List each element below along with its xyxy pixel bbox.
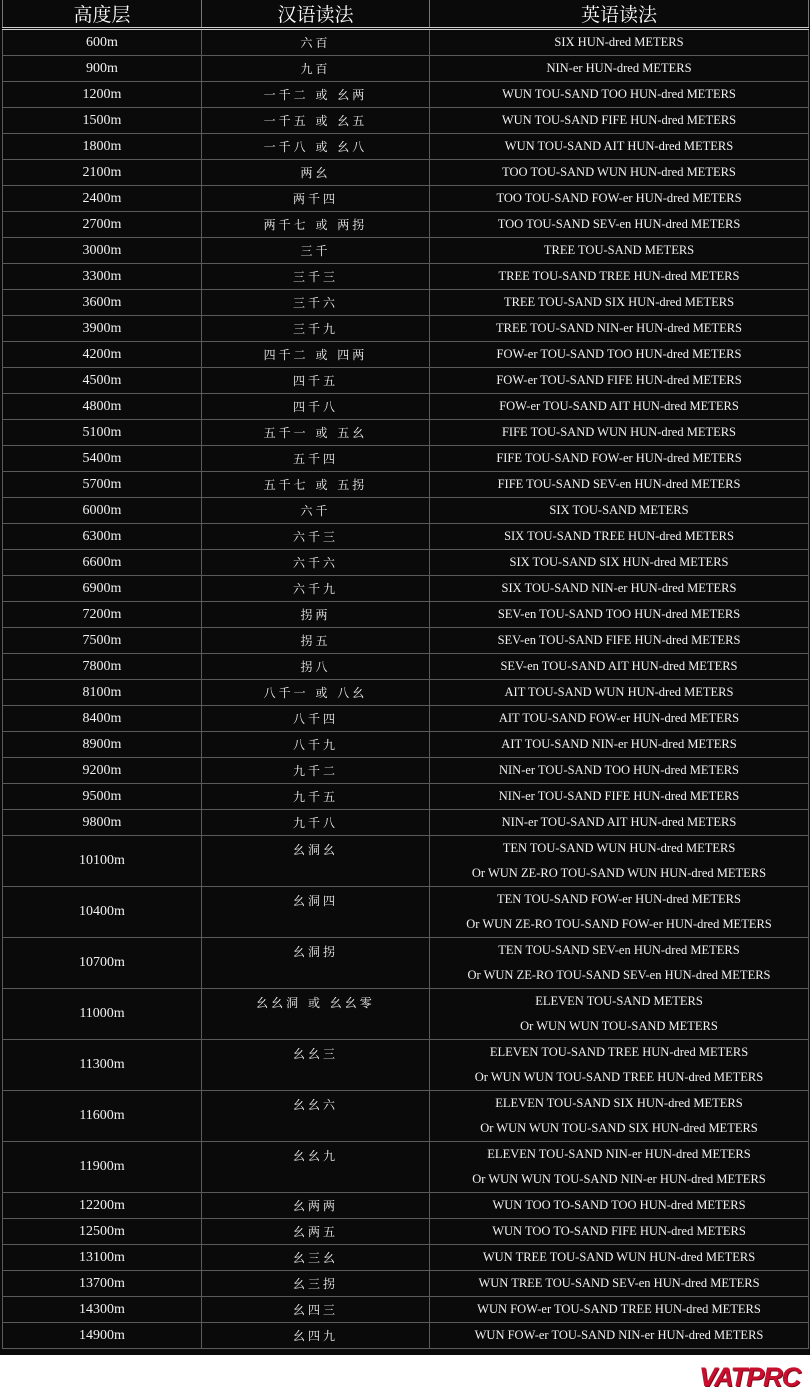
altitude-cell: 900m — [3, 56, 202, 82]
english-reading-line: TEN TOU-SAND FOW-er HUN-dred METERS — [497, 892, 741, 906]
table-row — [3, 602, 809, 628]
table-row — [3, 576, 809, 602]
english-reading-line: FIFE TOU-SAND FOW-er HUN-dred METERS — [496, 451, 742, 465]
chinese-reading-cell: 五千一 或 五幺 — [202, 420, 430, 446]
altitude-cell: 4800m — [3, 394, 202, 420]
altitude-cell: 13700m — [3, 1271, 202, 1297]
english-reading-line: SIX TOU-SAND TREE HUN-dred METERS — [504, 529, 734, 543]
english-reading-line: Or WUN ZE-RO TOU-SAND WUN HUN-dred METERS — [471, 866, 767, 880]
english-reading-cell — [430, 160, 809, 186]
english-reading-line: Or WUN WUN TOU-SAND SIX HUN-dred METERS — [480, 1121, 758, 1135]
english-reading-cell — [430, 1297, 809, 1323]
chinese-reading-cell: 幺幺九 — [202, 1142, 430, 1193]
table-row — [3, 654, 809, 680]
altitude-cell: 5100m — [3, 420, 202, 446]
chinese-reading-cell: 九千二 — [202, 758, 430, 784]
table-row — [3, 1193, 809, 1219]
english-reading-cell — [430, 732, 809, 758]
chinese-reading-cell: 八千四 — [202, 706, 430, 732]
table-row — [3, 784, 809, 810]
english-reading-cell — [430, 810, 809, 836]
altitude-cell: 5400m — [3, 446, 202, 472]
table-body — [3, 29, 809, 1349]
altitude-cell: 7200m — [3, 602, 202, 628]
english-reading-cell — [430, 1245, 809, 1271]
english-reading-line: FOW-er TOU-SAND AIT HUN-dred METERS — [499, 399, 739, 413]
english-reading-cell — [430, 82, 809, 108]
table-row — [3, 134, 809, 160]
altitude-cell: 8400m — [3, 706, 202, 732]
header-english-reading: 英语读法 — [430, 0, 809, 29]
english-reading-line: SEV-en TOU-SAND FIFE HUN-dred METERS — [497, 633, 741, 647]
chinese-reading-cell: 幺洞幺 — [202, 836, 430, 887]
chinese-reading-cell: 六千六 — [202, 550, 430, 576]
altitude-cell: 3300m — [3, 264, 202, 290]
english-reading-line: TEN TOU-SAND WUN HUN-dred METERS — [502, 841, 736, 855]
altitude-cell: 1800m — [3, 134, 202, 160]
english-reading-cell — [430, 836, 809, 887]
altitude-cell: 11600m — [3, 1091, 202, 1142]
header-altitude: 高度层 — [3, 0, 202, 29]
english-reading-line: SIX HUN-dred METERS — [554, 35, 684, 49]
altitude-cell: 6000m — [3, 498, 202, 524]
chinese-reading-cell: 八千一 或 八幺 — [202, 680, 430, 706]
table-row — [3, 1142, 809, 1193]
table-row — [3, 1245, 809, 1271]
english-reading-cell — [430, 472, 809, 498]
english-reading-cell — [430, 264, 809, 290]
chinese-reading-cell: 拐五 — [202, 628, 430, 654]
english-reading-line: ELEVEN TOU-SAND SIX HUN-dred METERS — [495, 1096, 743, 1110]
altitude-cell: 6300m — [3, 524, 202, 550]
chinese-reading-cell: 三千六 — [202, 290, 430, 316]
chinese-reading-cell: 幺两两 — [202, 1193, 430, 1219]
table-row — [3, 989, 809, 1040]
english-reading-line: FOW-er TOU-SAND FIFE HUN-dred METERS — [496, 373, 742, 387]
english-reading-cell — [430, 29, 809, 56]
table-row — [3, 680, 809, 706]
altitude-cell: 9500m — [3, 784, 202, 810]
english-reading-line: SIX TOU-SAND NIN-er HUN-dred METERS — [501, 581, 737, 595]
table-row — [3, 264, 809, 290]
altitude-cell: 6600m — [3, 550, 202, 576]
table-row — [3, 498, 809, 524]
chinese-reading-cell: 幺洞拐 — [202, 938, 430, 989]
vatprc-logo: VATPRC — [699, 1362, 800, 1392]
english-reading-cell — [430, 290, 809, 316]
table-row — [3, 887, 809, 938]
altitude-cell: 14900m — [3, 1323, 202, 1349]
table-row — [3, 446, 809, 472]
english-reading-line: TOO TOU-SAND FOW-er HUN-dred METERS — [496, 191, 742, 205]
header-row — [3, 0, 809, 29]
english-reading-line: NIN-er HUN-dred METERS — [546, 61, 692, 75]
english-reading-line: TREE TOU-SAND SIX HUN-dred METERS — [503, 295, 735, 309]
chinese-reading-cell: 幺洞四 — [202, 887, 430, 938]
altitude-cell: 10700m — [3, 938, 202, 989]
english-reading-line: ELEVEN TOU-SAND TREE HUN-dred METERS — [489, 1045, 749, 1059]
chinese-reading-cell: 两千七 或 两拐 — [202, 212, 430, 238]
english-reading-line: AIT TOU-SAND FOW-er HUN-dred METERS — [498, 711, 740, 725]
english-reading-cell — [430, 368, 809, 394]
chinese-reading-cell: 幺幺三 — [202, 1040, 430, 1091]
table-row — [3, 1297, 809, 1323]
chinese-reading-cell: 一千八 或 幺八 — [202, 134, 430, 160]
english-reading-line: SIX TOU-SAND SIX HUN-dred METERS — [509, 555, 729, 569]
altitude-cell: 5700m — [3, 472, 202, 498]
english-reading-cell — [430, 1040, 809, 1091]
chinese-reading-cell: 三千九 — [202, 316, 430, 342]
english-reading-cell — [430, 238, 809, 264]
altitude-cell: 2400m — [3, 186, 202, 212]
chinese-reading-cell: 幺三拐 — [202, 1271, 430, 1297]
chinese-reading-cell: 两幺 — [202, 160, 430, 186]
table-row — [3, 108, 809, 134]
english-reading-line: WUN TREE TOU-SAND SEV-en HUN-dred METERS — [478, 1276, 760, 1290]
table-row — [3, 212, 809, 238]
english-reading-cell — [430, 56, 809, 82]
chinese-reading-cell: 幺三幺 — [202, 1245, 430, 1271]
english-reading-line: SEV-en TOU-SAND AIT HUN-dred METERS — [500, 659, 738, 673]
altitude-cell: 4200m — [3, 342, 202, 368]
english-reading-cell — [430, 394, 809, 420]
altitude-cell: 12200m — [3, 1193, 202, 1219]
english-reading-cell — [430, 706, 809, 732]
english-reading-cell — [430, 212, 809, 238]
chinese-reading-cell: 幺幺六 — [202, 1091, 430, 1142]
english-reading-cell — [430, 342, 809, 368]
table-row — [3, 1271, 809, 1297]
english-reading-line: WUN TOU-SAND FIFE HUN-dred METERS — [501, 113, 737, 127]
chinese-reading-cell: 六千 — [202, 498, 430, 524]
english-reading-line: WUN TOU-SAND AIT HUN-dred METERS — [504, 139, 734, 153]
altitude-cell: 11000m — [3, 989, 202, 1040]
altitude-cell: 8900m — [3, 732, 202, 758]
english-reading-line: FOW-er TOU-SAND TOO HUN-dred METERS — [496, 347, 742, 361]
table-row — [3, 938, 809, 989]
english-reading-cell — [430, 654, 809, 680]
english-reading-line: WUN FOW-er TOU-SAND NIN-er HUN-dred METERS — [474, 1328, 764, 1342]
table-row — [3, 836, 809, 887]
english-reading-cell — [430, 524, 809, 550]
english-reading-line: SEV-en TOU-SAND TOO HUN-dred METERS — [497, 607, 741, 621]
english-reading-line: TEN TOU-SAND SEV-en HUN-dred METERS — [498, 943, 740, 957]
english-reading-cell — [430, 1142, 809, 1193]
table-row — [3, 1040, 809, 1091]
english-reading-line: TOO TOU-SAND SEV-en HUN-dred METERS — [497, 217, 741, 231]
english-reading-line: ELEVEN TOU-SAND METERS — [535, 994, 703, 1008]
english-reading-line: WUN TOO TO-SAND TOO HUN-dred METERS — [492, 1198, 746, 1212]
english-reading-cell — [430, 628, 809, 654]
altitude-cell: 600m — [3, 29, 202, 56]
english-reading-line: NIN-er TOU-SAND AIT HUN-dred METERS — [501, 815, 737, 829]
english-reading-cell — [430, 1193, 809, 1219]
english-reading-line: FIFE TOU-SAND WUN HUN-dred METERS — [501, 425, 737, 439]
chinese-reading-cell: 幺两五 — [202, 1219, 430, 1245]
table-row — [3, 810, 809, 836]
altitude-cell: 4500m — [3, 368, 202, 394]
altitude-cell: 10100m — [3, 836, 202, 887]
chinese-reading-cell: 拐两 — [202, 602, 430, 628]
chinese-reading-cell: 五千四 — [202, 446, 430, 472]
english-reading-cell — [430, 1323, 809, 1349]
altitude-cell: 9200m — [3, 758, 202, 784]
english-reading-cell — [430, 1219, 809, 1245]
header-chinese-reading: 汉语读法 — [202, 0, 430, 29]
table-row — [3, 368, 809, 394]
table-row — [3, 1091, 809, 1142]
chinese-reading-cell: 六百 — [202, 29, 430, 56]
english-reading-line: FIFE TOU-SAND SEV-en HUN-dred METERS — [497, 477, 741, 491]
english-reading-cell — [430, 989, 809, 1040]
table-row — [3, 342, 809, 368]
chinese-reading-cell: 幺四九 — [202, 1323, 430, 1349]
altitude-cell: 8100m — [3, 680, 202, 706]
altitude-cell: 6900m — [3, 576, 202, 602]
table-row — [3, 758, 809, 784]
altitude-readout-table — [2, 0, 809, 1349]
altitude-cell: 1500m — [3, 108, 202, 134]
table-row — [3, 29, 809, 56]
altitude-cell: 9800m — [3, 810, 202, 836]
english-reading-cell — [430, 108, 809, 134]
chinese-reading-cell: 五千七 或 五拐 — [202, 472, 430, 498]
altitude-cell: 12500m — [3, 1219, 202, 1245]
english-reading-line: TREE TOU-SAND METERS — [543, 243, 695, 257]
english-reading-cell — [430, 938, 809, 989]
chinese-reading-cell: 六千三 — [202, 524, 430, 550]
english-reading-line: Or WUN WUN TOU-SAND NIN-er HUN-dred METERS — [472, 1172, 766, 1186]
english-reading-line: WUN FOW-er TOU-SAND TREE HUN-dred METERS — [477, 1302, 761, 1316]
english-reading-line: TREE TOU-SAND NIN-er HUN-dred METERS — [495, 321, 743, 335]
altitude-cell: 7800m — [3, 654, 202, 680]
english-reading-line: WUN TREE TOU-SAND WUN HUN-dred METERS — [482, 1250, 756, 1264]
english-reading-cell — [430, 784, 809, 810]
english-reading-line: Or WUN WUN TOU-SAND TREE HUN-dred METERS — [474, 1070, 764, 1084]
table-row — [3, 394, 809, 420]
chinese-reading-cell: 九千五 — [202, 784, 430, 810]
chinese-reading-cell: 一千五 或 幺五 — [202, 108, 430, 134]
english-reading-cell — [430, 550, 809, 576]
chinese-reading-cell: 幺幺洞 或 幺幺零 — [202, 989, 430, 1040]
english-reading-cell — [430, 887, 809, 938]
chinese-reading-cell: 幺四三 — [202, 1297, 430, 1323]
english-reading-cell — [430, 576, 809, 602]
chinese-reading-cell: 九百 — [202, 56, 430, 82]
english-reading-line: ELEVEN TOU-SAND NIN-er HUN-dred METERS — [487, 1147, 751, 1161]
english-reading-line: AIT TOU-SAND WUN HUN-dred METERS — [504, 685, 734, 699]
altitude-cell: 10400m — [3, 887, 202, 938]
english-reading-cell — [430, 134, 809, 160]
table-row — [3, 472, 809, 498]
english-reading-cell — [430, 680, 809, 706]
chinese-reading-cell: 一千二 或 幺两 — [202, 82, 430, 108]
english-reading-cell — [430, 498, 809, 524]
english-reading-line: NIN-er TOU-SAND FIFE HUN-dred METERS — [498, 789, 740, 803]
table-row — [3, 186, 809, 212]
english-reading-cell — [430, 602, 809, 628]
english-reading-line: SIX TOU-SAND METERS — [549, 503, 689, 517]
english-reading-line: Or WUN ZE-RO TOU-SAND FOW-er HUN-dred METERS — [466, 917, 772, 931]
altitude-cell: 3900m — [3, 316, 202, 342]
altitude-cell: 11300m — [3, 1040, 202, 1091]
table-row — [3, 420, 809, 446]
table-row — [3, 82, 809, 108]
english-reading-cell — [430, 1271, 809, 1297]
table-row — [3, 524, 809, 550]
chinese-reading-cell: 九千八 — [202, 810, 430, 836]
table-row — [3, 732, 809, 758]
table-row — [3, 1219, 809, 1245]
altitude-cell: 11900m — [3, 1142, 202, 1193]
english-reading-line: Or WUN ZE-RO TOU-SAND SEV-en HUN-dred METERS — [467, 968, 771, 982]
altitude-cell: 14300m — [3, 1297, 202, 1323]
english-reading-line: AIT TOU-SAND NIN-er HUN-dred METERS — [501, 737, 737, 751]
chinese-reading-cell: 四千八 — [202, 394, 430, 420]
table-row — [3, 550, 809, 576]
english-reading-line: NIN-er TOU-SAND TOO HUN-dred METERS — [498, 763, 740, 777]
chinese-reading-cell: 八千九 — [202, 732, 430, 758]
english-reading-line: WUN TOO TO-SAND FIFE HUN-dred METERS — [492, 1224, 746, 1238]
table-row — [3, 56, 809, 82]
english-reading-cell — [430, 316, 809, 342]
chinese-reading-cell: 拐八 — [202, 654, 430, 680]
chinese-reading-cell: 四千五 — [202, 368, 430, 394]
english-reading-cell — [430, 186, 809, 212]
table-row — [3, 316, 809, 342]
english-reading-cell — [430, 420, 809, 446]
table-row — [3, 706, 809, 732]
chinese-reading-cell: 六千九 — [202, 576, 430, 602]
english-reading-cell — [430, 446, 809, 472]
english-reading-cell — [430, 1091, 809, 1142]
altitude-cell: 2700m — [3, 212, 202, 238]
english-reading-line: TOO TOU-SAND WUN HUN-dred METERS — [502, 165, 736, 179]
table-row — [3, 160, 809, 186]
altitude-cell: 3600m — [3, 290, 202, 316]
altitude-cell: 2100m — [3, 160, 202, 186]
table-row — [3, 238, 809, 264]
chinese-reading-cell: 三千 — [202, 238, 430, 264]
altitude-cell: 1200m — [3, 82, 202, 108]
english-reading-cell — [430, 758, 809, 784]
english-reading-line: TREE TOU-SAND TREE HUN-dred METERS — [498, 269, 740, 283]
chinese-reading-cell: 三千三 — [202, 264, 430, 290]
chinese-reading-cell: 四千二 或 四两 — [202, 342, 430, 368]
table-row — [3, 628, 809, 654]
altitude-cell: 7500m — [3, 628, 202, 654]
altitude-cell: 13100m — [3, 1245, 202, 1271]
table-row — [3, 290, 809, 316]
chinese-reading-cell: 两千四 — [202, 186, 430, 212]
altitude-cell: 3000m — [3, 238, 202, 264]
english-reading-line: WUN TOU-SAND TOO HUN-dred METERS — [502, 87, 736, 101]
table-row — [3, 1323, 809, 1349]
english-reading-line: Or WUN WUN TOU-SAND METERS — [520, 1019, 718, 1033]
